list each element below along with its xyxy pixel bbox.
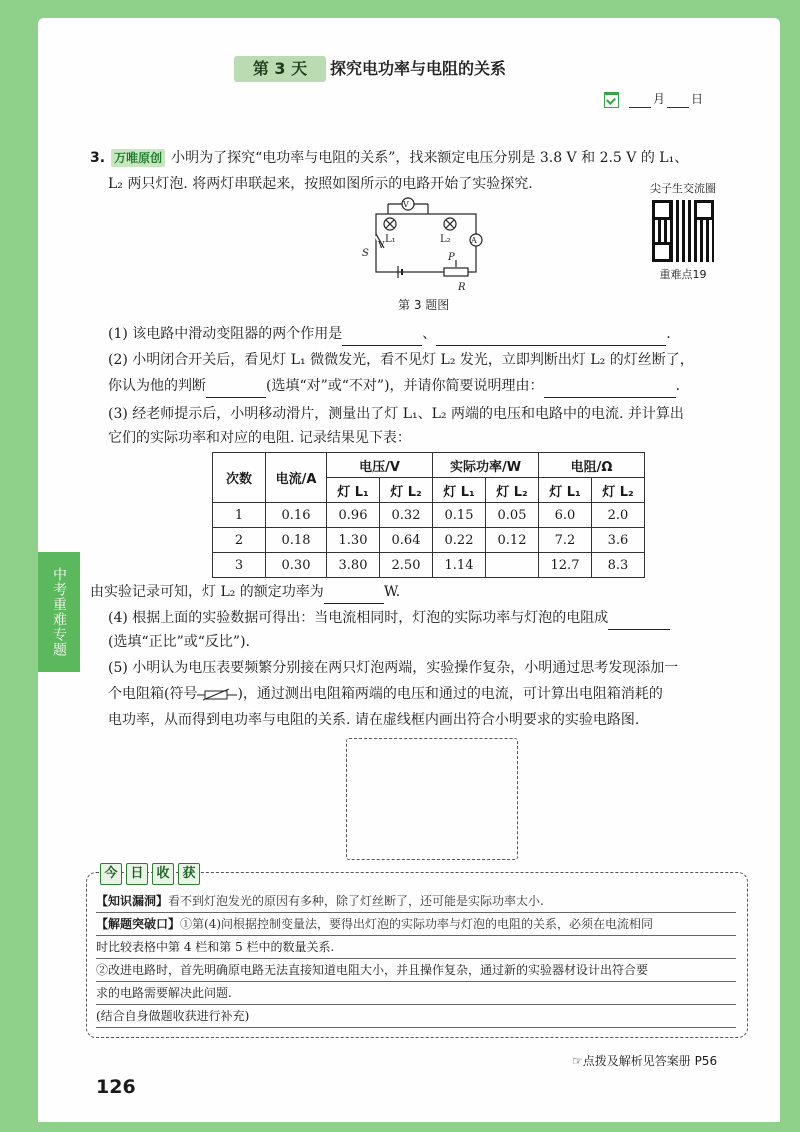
part2-line1: (2) 小明闭合开关后，看见灯 L₁ 微微发光，看不见灯 L₂ 发光，立即判断出灯 L₂ 的灯丝断了， <box>108 352 694 368</box>
part3-line2: 它们的实际功率和对应的电阻. 记录结果见下表： <box>108 430 411 446</box>
th-count: 次数 <box>213 453 266 503</box>
harvest-line3: 时比较表格中第 4 栏和第 5 栏中的数量关系. <box>96 936 736 959</box>
th-resistance-l1: 灯 L₁ <box>539 478 592 503</box>
qr-subtitle: 重难点19 <box>659 268 707 281</box>
original-badge: 万唯原创 <box>111 149 165 167</box>
th-resistance-l2: 灯 L₂ <box>592 478 645 503</box>
label-p: P <box>448 252 455 263</box>
th-current: 电流/A <box>266 453 327 503</box>
intro-line1: 小明为了探究“电功率与电阻的关系”，找来额定电压分别是 3.8 V 和 2.5 V 的 L₁、 <box>171 150 689 166</box>
day-badge: 第 3 天 <box>234 56 326 82</box>
th-resistance: 电阻/Ω <box>539 453 645 478</box>
harvest-content <box>96 890 736 1028</box>
th-power-l2: 灯 L₂ <box>486 478 539 503</box>
resistance-box-symbol-icon <box>197 687 237 701</box>
label-l1: L₁ <box>385 234 396 245</box>
calendar-check-icon <box>604 92 619 108</box>
th-voltage-l1: 灯 L₁ <box>327 478 380 503</box>
th-power-l1: 灯 L₁ <box>433 478 486 503</box>
part2-line2: 你认为他的判断 (选填“对”或“不对”)，并请你简要说明理由： . <box>108 374 680 398</box>
harvest-line1: 【知识漏洞】看不到灯泡发光的原因有多种，除了灯丝断了，还可能是实际功率太小. <box>96 890 736 913</box>
part1-blank-b[interactable] <box>436 329 666 346</box>
table-row: 3 0.30 3.80 2.50 1.14 12.7 8.3 <box>213 553 645 578</box>
question-number: 3. <box>90 150 106 166</box>
qr-code-icon[interactable] <box>652 200 714 262</box>
page-number: 126 <box>96 1076 136 1098</box>
table-row: 2 0.18 1.30 0.64 0.22 0.12 7.2 3.6 <box>213 528 645 553</box>
month-blank[interactable] <box>629 95 651 108</box>
answer-drawing-box[interactable] <box>346 738 518 860</box>
part1: (1) 该电路中滑动变阻器的两个作用是 、 . <box>108 322 671 346</box>
part3-line1: (3) 经老师提示后，小明移动滑片，测量出了灯 L₁、L₂ 两端的电压和电路中的电流. 并计算出 <box>108 406 684 422</box>
results-table <box>212 452 645 578</box>
label-v: V <box>378 241 385 251</box>
intro-line2: L₂ 两只灯泡. 将两灯串联起来，按照如图所示的电路开始了实验探究. <box>108 176 533 192</box>
part3-follow: 由实验记录可知，灯 L₂ 的额定功率为 W. <box>90 580 400 604</box>
label-l2: L₂ <box>440 234 451 245</box>
qr-title: 尖子生交流圈 <box>650 182 716 195</box>
part2-blank-reason[interactable] <box>544 381 676 398</box>
page-title: 探究电功率与电阻的关系 <box>330 59 507 78</box>
rheostat-icon <box>444 268 468 276</box>
figure-caption: 第 3 题图 <box>398 298 450 312</box>
date-box: 月 日 <box>604 90 703 108</box>
harvest-label: 今 日 收 获 <box>100 862 204 885</box>
part4-blank[interactable] <box>608 613 670 630</box>
part1-blank-a[interactable] <box>342 329 422 346</box>
answer-reference: ☞点拨及解析见答案册 P56 <box>572 1054 718 1068</box>
day-blank[interactable] <box>667 95 689 108</box>
part4-line1: (4) 根据上面的实验数据可得出：当电流相同时，灯泡的实际功率与灯泡的电阻成 <box>108 606 670 630</box>
harvest-line4: ②改进电路时，首先明确原电路无法直接知道电阻大小，并且操作复杂，通过新的实验器材设计出符合要 <box>96 959 736 982</box>
th-voltage: 电压/V <box>327 453 433 478</box>
part2-blank-judgement[interactable] <box>206 381 266 398</box>
part5-line3: 电功率，从而得到电功率与电阻的关系. 请在虚线框内画出符合小明要求的实验电路图. <box>108 712 640 728</box>
label-s: S <box>362 248 369 259</box>
table-row: 1 0.16 0.96 0.32 0.15 0.05 6.0 2.0 <box>213 503 645 528</box>
part4-line2: (选填“正比”或“反比”). <box>108 634 251 650</box>
th-voltage-l2: 灯 L₂ <box>380 478 433 503</box>
label-voltmeter: V <box>403 200 409 209</box>
empty-cell[interactable] <box>486 553 539 578</box>
th-power: 实际功率/W <box>433 453 539 478</box>
part5-line1: (5) 小明认为电压表要频繁分别接在两只灯泡两端，实验操作复杂，小明通过思考发现添加一 <box>108 660 679 676</box>
question-intro <box>90 146 750 170</box>
harvest-line5: 求的电路需要解决此问题. <box>96 982 736 1005</box>
label-r: R <box>458 282 466 293</box>
side-tab: 中考重难专题 <box>38 552 80 672</box>
rated-power-blank[interactable] <box>324 587 384 604</box>
qr-block[interactable] <box>628 180 738 282</box>
harvest-line6[interactable]: (结合自身做题收获进行补充) <box>96 1005 736 1028</box>
label-ammeter: A <box>471 236 477 245</box>
part5-line2: 个电阻箱(符号 )，通过测出电阻箱两端的电压和通过的电流，可计算出电阻箱消耗的 <box>108 686 663 702</box>
circuit-diagram <box>360 196 500 296</box>
harvest-line2: 【解题突破口】①第(4)问根据控制变量法，要得出灯泡的实际功率与灯泡的电阻的关系，必须在电流相同 <box>96 913 736 936</box>
